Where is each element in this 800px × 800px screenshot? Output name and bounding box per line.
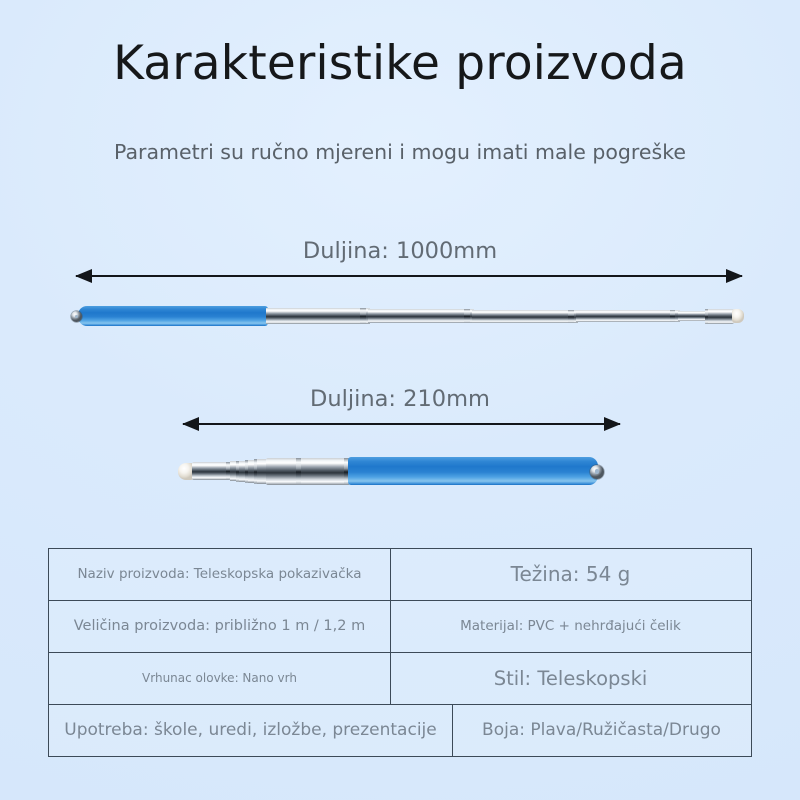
tip-ferrule-joint	[705, 309, 708, 324]
tip-ferrule	[705, 309, 734, 324]
spec-weight: Težina: 54 g	[510, 562, 631, 587]
chrome-joint-3	[568, 310, 574, 323]
arrow-right-icon	[604, 417, 621, 431]
spec-pen-tip: Vrhunac olovke: Nano vrh	[49, 653, 391, 704]
chrome-segment-1	[266, 458, 350, 485]
step-joint-2	[245, 460, 248, 483]
chrome-segment-1	[266, 308, 370, 324]
spec-style: Stil: Teleskopski	[493, 666, 648, 690]
spec-product-name: Naziv proizvoda: Teleskopska pokazivačka	[49, 549, 391, 600]
spec-table	[48, 548, 752, 757]
spec-product-size: Veličina proizvoda: približno 1 m / 1,2 m	[49, 601, 391, 652]
nano-tip	[732, 309, 744, 323]
handle-blue	[348, 457, 598, 485]
handle-blue	[78, 306, 268, 326]
chrome-joint-2	[464, 309, 470, 324]
table-row	[49, 705, 751, 756]
clip-ring-bead	[590, 465, 604, 479]
spec-color: Boja: Plava/Ružičasta/Drugo	[482, 720, 721, 741]
arrow-left-icon	[75, 269, 92, 283]
dimension-line-collapsed	[183, 417, 620, 431]
chrome-segment-3	[472, 310, 578, 323]
clip-ring-hole	[595, 469, 600, 474]
chrome-segment-4	[576, 310, 680, 322]
arrow-left-icon	[182, 417, 199, 431]
table-row	[49, 549, 751, 601]
clip-ring-bead	[71, 311, 82, 322]
page-subtitle: Parametri su ručno mjereni i mogu imati male pogreške	[114, 140, 686, 164]
clip-ring-hole	[75, 315, 79, 319]
dimension-bar	[183, 423, 620, 425]
table-row	[49, 653, 751, 705]
spec-material: Materijal: PVC + nehrđajući čelik	[460, 618, 681, 635]
chrome-segment-2	[368, 309, 474, 324]
step-joint-1	[236, 461, 239, 483]
spec-usage: Upotreba: škole, uredi, izložbe, prezentacije	[49, 705, 453, 756]
chrome-joint-1	[296, 458, 301, 485]
chrome-segment-5	[192, 462, 230, 480]
table-row	[49, 601, 751, 653]
chrome-joint-1	[360, 308, 366, 324]
dimension-label-collapsed: Duljina: 210mm	[310, 386, 490, 412]
product-image-extended	[60, 296, 750, 344]
chrome-segment-5	[678, 311, 707, 321]
dimension-label-extended: Duljina: 1000mm	[302, 238, 498, 264]
page-title: Karakteristike proizvoda	[113, 36, 687, 91]
dimension-line-extended	[76, 269, 742, 283]
arrow-right-icon	[726, 269, 743, 283]
chrome-step-4	[257, 459, 266, 484]
chrome-joint-4	[670, 310, 675, 322]
dimension-bar	[76, 275, 742, 277]
product-image-collapsed	[176, 444, 636, 496]
step-joint-3	[254, 459, 257, 484]
